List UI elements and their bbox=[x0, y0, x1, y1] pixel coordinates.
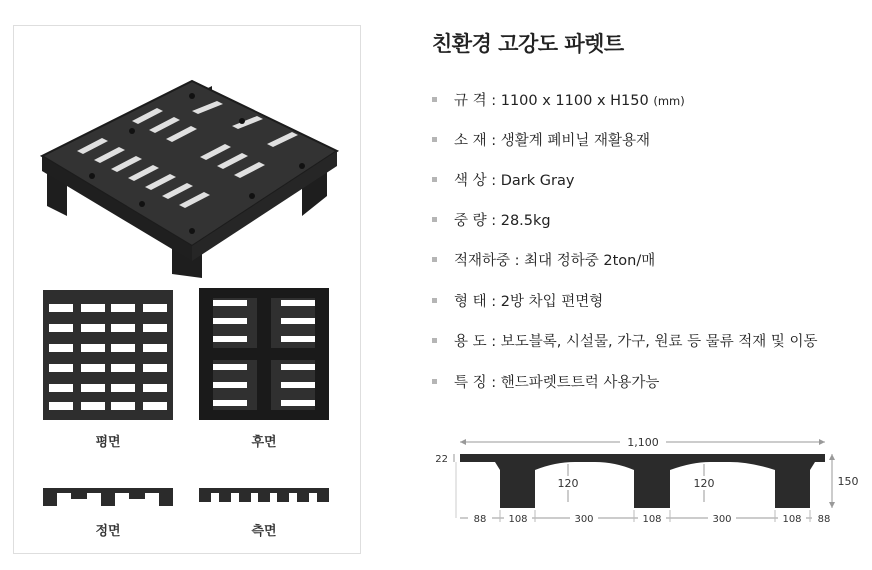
spec-text: 적재하중 : 최대 정하중 2ton/매 bbox=[454, 253, 656, 269]
product-title: 친환경 고강도 파렛트 bbox=[432, 32, 624, 56]
spec-text: 특 징 : 핸드파렛트트럭 사용가능 bbox=[454, 375, 660, 391]
spec-item-usage bbox=[432, 330, 818, 351]
dimension-opening-height-right: 120 bbox=[693, 477, 715, 490]
bullet-icon bbox=[432, 177, 437, 182]
dimension-segment-1: 88 bbox=[473, 514, 487, 525]
spec-item-color bbox=[432, 169, 574, 190]
spec-text: 중 량 : 28.5kg bbox=[454, 213, 551, 229]
pallet-profile bbox=[460, 454, 825, 508]
bullet-icon bbox=[432, 97, 437, 102]
spec-text: 규 격 : 1100 x 1100 x H150 bbox=[454, 93, 649, 109]
spec-item-weight bbox=[432, 209, 551, 230]
bullet-icon bbox=[432, 298, 437, 303]
spec-text: 용 도 : 보도블록, 시설물, 가구, 원료 등 물류 적재 및 이동 bbox=[454, 334, 818, 350]
bullet-icon bbox=[432, 379, 437, 384]
spec-item-type bbox=[432, 290, 603, 311]
bullet-icon bbox=[432, 217, 437, 222]
top-view-label: 평면 bbox=[95, 435, 121, 450]
dimension-opening-height-left: 120 bbox=[557, 477, 579, 490]
side-view-label: 측면 bbox=[251, 524, 277, 539]
spec-item-size bbox=[432, 89, 685, 110]
spec-item-load bbox=[432, 249, 655, 270]
pallet-bottom-view-image bbox=[199, 288, 329, 420]
spec-text: 색 상 : Dark Gray bbox=[454, 173, 575, 189]
bottom-view-label: 후면 bbox=[251, 435, 277, 450]
spec-text: 형 태 : 2방 차입 편면형 bbox=[454, 294, 604, 310]
dimension-segment-4: 108 bbox=[642, 514, 662, 525]
dimension-segment-5: 300 bbox=[712, 514, 732, 525]
dimension-total-height: 150 bbox=[837, 475, 859, 488]
pallet-side-view-image bbox=[199, 488, 329, 504]
dimension-segment-6: 108 bbox=[782, 514, 802, 525]
bullet-icon bbox=[432, 257, 437, 262]
product-image-panel bbox=[13, 25, 361, 554]
dimension-total-width: 1,100 bbox=[627, 436, 659, 449]
bullet-icon bbox=[432, 338, 437, 343]
dimension-segment-2: 108 bbox=[508, 514, 528, 525]
dimension-segment-7: 88 bbox=[817, 514, 831, 525]
pallet-perspective-image bbox=[32, 56, 342, 281]
bullet-icon bbox=[432, 137, 437, 142]
spec-item-material bbox=[432, 129, 650, 150]
pallet-top-view-image bbox=[43, 290, 173, 420]
dimension-segment-3: 300 bbox=[574, 514, 594, 525]
spec-text: 소 재 : 생활계 폐비닐 재활용재 bbox=[454, 133, 651, 149]
pallet-front-view-image bbox=[43, 488, 173, 508]
spec-item-feature bbox=[432, 371, 659, 392]
spec-unit: (mm) bbox=[653, 94, 685, 108]
dimension-deck-thickness: 22 bbox=[435, 454, 448, 465]
front-view-label: 정면 bbox=[95, 524, 121, 539]
pallet-dimension-diagram bbox=[420, 430, 860, 530]
